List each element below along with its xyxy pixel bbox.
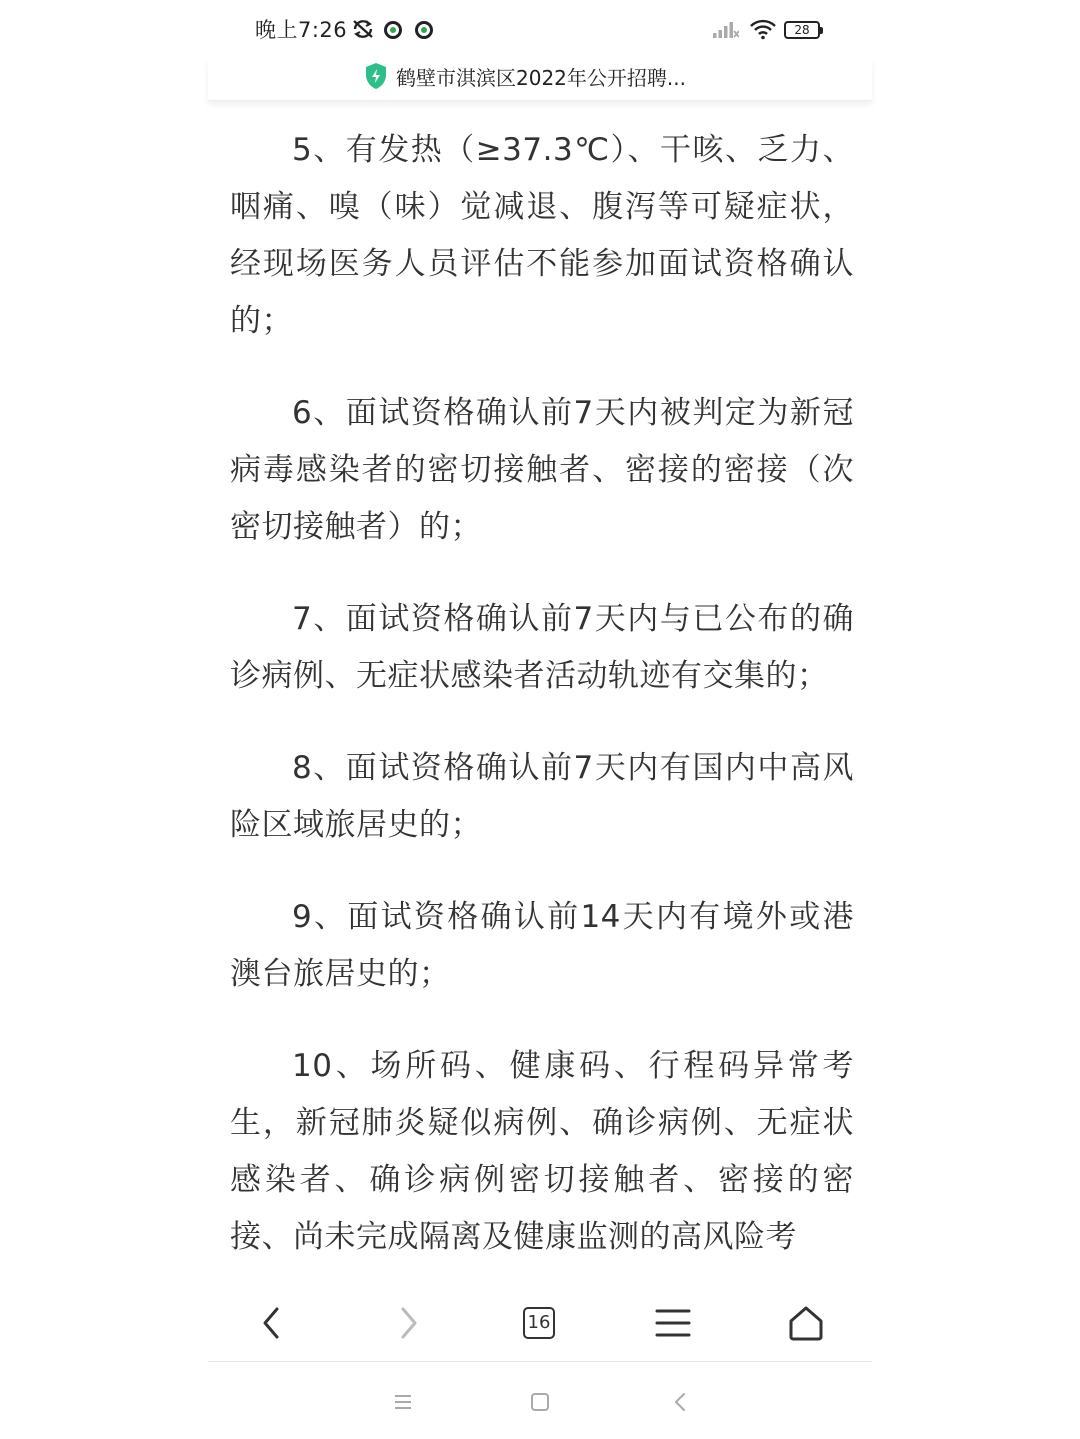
tabs-button[interactable] [512,1295,568,1351]
page-title: 鹤壁市淇滨区2022年公开招聘... [396,66,686,90]
signal-icon [713,20,739,42]
article-content [230,122,854,1272]
wifi-icon [750,18,776,44]
home-button[interactable] [778,1295,834,1351]
clock: 晚上7:26 [255,18,348,42]
chevron-left-icon [258,1305,286,1341]
phone-screen [208,0,872,1439]
square-home-icon [530,1392,550,1412]
page-title-bar[interactable] [208,58,872,101]
system-back-icon [672,1392,688,1412]
menu-button[interactable] [645,1295,701,1351]
back-button[interactable] [244,1295,300,1351]
sync-off-icon [351,18,375,44]
home-icon [788,1305,824,1341]
article-paragraph: 10、场所码、健康码、行程码异常考生，新冠肺炎疑似病例、确诊病例、无症状感染者、确诊病例密切接触者、密接的密接、尚未完成隔离及健康监测的高风险考 [230,1048,854,1255]
article-paragraph: 6、面试资格确认前7天内被判定为新冠病毒感染者的密切接触者、密接的密接（次密切接触者）的； [230,395,854,545]
system-home-button[interactable] [522,1384,558,1420]
recent-apps-button[interactable] [385,1384,421,1420]
hamburger-menu-icon [655,1308,691,1338]
chevron-right-icon [394,1305,422,1341]
app-notification-icon [415,21,433,39]
forward-button[interactable] [380,1295,436,1351]
browser-toolbar [208,1285,872,1362]
system-nav-bar [208,1362,872,1439]
tab-count-badge: 16 [523,1307,555,1339]
article-paragraph: 7、面试资格确认前7天内与已公布的确诊病例、无症状感染者活动轨迹有交集的； [230,601,854,694]
article-paragraph: 9、面试资格确认前14天内有境外或港澳台旅居史的； [230,899,854,992]
system-back-button[interactable] [662,1384,698,1420]
recent-apps-icon [393,1394,413,1410]
app-notification-icon [384,21,402,39]
battery-indicator: 28 [784,21,820,39]
article-paragraph: 8、面试资格确认前7天内有国内中高风险区域旅居史的； [230,750,854,843]
article-paragraph: 5、有发热（≥37.3℃）、干咳、乏力、咽痛、嗅（味）觉减退、腹泻等可疑症状，经现场医务人员评估不能参加面试资格确认的； [230,132,854,339]
security-shield-icon [364,62,388,94]
status-bar [208,0,872,58]
